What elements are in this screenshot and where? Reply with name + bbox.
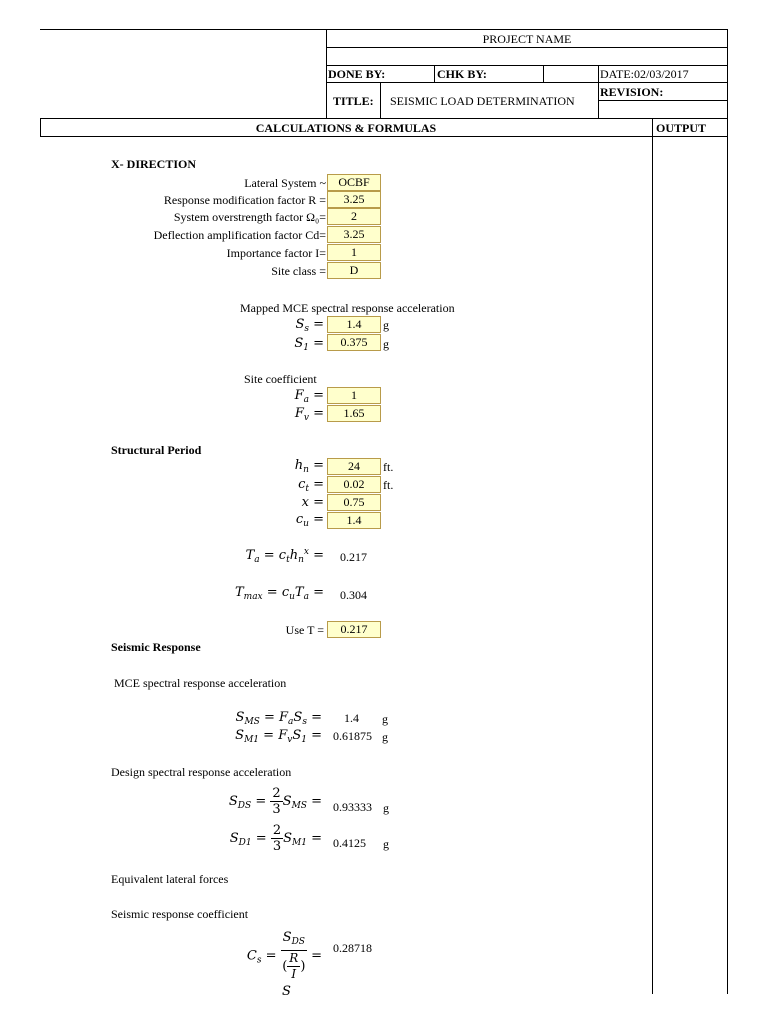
sds-formula: $S_{DS}$ = $\frac{2}{3}$ $S_{MS}$ =: [228, 786, 322, 817]
date-label: DATE:02/03/2017: [600, 67, 689, 81]
fa-label: $F_a$ =: [294, 388, 324, 405]
chk-by-label: CHK BY:: [437, 67, 487, 81]
sd1-value: 0.4125: [333, 836, 366, 850]
header-vline-date: [598, 65, 599, 118]
ta-formula: $T_a = c_th_n^x$ =: [245, 547, 324, 565]
sm1-unit: g: [382, 730, 388, 744]
calculations-header: CALCULATIONS & FORMULAS: [255, 121, 437, 135]
response-modification-label: Response modification factor R =: [163, 193, 326, 207]
equivalent-lateral-heading: Equivalent lateral forces: [111, 872, 229, 886]
site-class-value[interactable]: D: [327, 262, 381, 279]
hn-value[interactable]: 24: [327, 458, 381, 475]
mapped-mce-heading: Mapped MCE spectral response acceleration: [240, 301, 455, 315]
x-direction-heading: X- DIRECTION: [111, 157, 197, 171]
design-spectral-heading: Design spectral response acceleration: [111, 765, 292, 779]
sm1-formula: $S_{M1} = F_vS_1$ =: [235, 728, 322, 745]
ss-unit: g: [383, 318, 389, 332]
seismic-response-heading: Seismic Response: [111, 640, 201, 654]
done-by-label: DONE BY:: [328, 67, 386, 81]
s1-value[interactable]: 0.375: [327, 334, 381, 351]
output-header: OUTPUT: [656, 121, 707, 135]
revision-label: REVISION:: [600, 85, 664, 99]
hn-label: $h_n$ =: [294, 458, 324, 475]
overstrength-label: System overstrength factor Ω₀=: [173, 210, 326, 224]
cu-label: $c_u$ =: [295, 512, 324, 529]
deflection-amplification-value[interactable]: 3.25: [327, 226, 381, 243]
x-value[interactable]: 0.75: [327, 494, 381, 511]
sms-value: 1.4: [344, 711, 359, 725]
cs-formula: $C_s$ = $S_{DS}$ ( $\frac{R}{I}$ ) =: [246, 930, 322, 981]
response-modification-value[interactable]: 3.25: [327, 191, 381, 208]
header-line-3: [326, 82, 728, 83]
s1-unit: g: [383, 337, 389, 351]
header-vline-chkby: [543, 65, 544, 82]
title-value: SEISMIC LOAD DETERMINATION: [390, 94, 575, 108]
mce-spectral-heading: MCE spectral response acceleration: [114, 676, 287, 690]
cs-next-formula-fragment: S: [282, 984, 291, 999]
sds-unit: g: [383, 801, 389, 815]
overstrength-value[interactable]: 2: [327, 208, 381, 225]
output-divider: [652, 118, 653, 994]
hn-unit: ft.: [383, 460, 394, 474]
s1-label: $S_1$ =: [294, 336, 324, 353]
fv-value[interactable]: 1.65: [327, 405, 381, 422]
ta-value: 0.217: [340, 550, 367, 564]
lateral-system-value[interactable]: OCBF: [327, 174, 381, 191]
calc-top-line: [40, 118, 728, 119]
ct-label: $c_t$ =: [298, 477, 324, 494]
sms-formula: $S_{MS} = F_aS_s$ =: [235, 710, 322, 727]
importance-factor-label: Importance factor I=: [226, 246, 326, 260]
header-line-1: [326, 47, 728, 48]
deflection-amplification-label: Deflection amplification factor Cd=: [153, 228, 326, 242]
header-line-4: [598, 100, 728, 101]
cu-value[interactable]: 1.4: [327, 512, 381, 529]
ct-unit: ft.: [383, 478, 394, 492]
header-vline-title: [380, 82, 381, 118]
site-class-label: Site class =: [271, 264, 326, 278]
x-label: x =: [301, 495, 324, 510]
seismic-coefficient-heading: Seismic response coefficient: [111, 907, 249, 921]
site-coefficient-heading: Site coefficient: [244, 372, 317, 386]
project-name: PROJECT NAME: [482, 32, 572, 46]
use-t-label: Use T =: [285, 623, 324, 637]
header-line-2: [326, 65, 728, 66]
header-vline-doneby: [434, 65, 435, 82]
structural-period-heading: Structural Period: [111, 443, 202, 457]
ct-value[interactable]: 0.02: [327, 476, 381, 493]
importance-factor-value[interactable]: 1: [327, 244, 381, 261]
fa-value[interactable]: 1: [327, 387, 381, 404]
sm1-value: 0.61875: [333, 729, 372, 743]
sd1-formula: $S_{D1}$ = $\frac{2}{3}$ $S_{M1}$ =: [229, 823, 322, 854]
tmax-formula: $T_{max} = c_uT_a$ =: [234, 585, 324, 602]
page-right-border: [727, 118, 728, 994]
ss-value[interactable]: 1.4: [327, 316, 381, 333]
cs-value: 0.28718: [333, 941, 372, 955]
sd1-unit: g: [383, 837, 389, 851]
calc-bottom-line: [40, 136, 728, 137]
lateral-system-label: Lateral System ~: [244, 176, 326, 190]
use-t-value[interactable]: 0.217: [327, 621, 381, 638]
sds-value: 0.93333: [333, 800, 372, 814]
ss-label: $S_s$ =: [295, 317, 324, 334]
fv-label: $F_v$ =: [294, 406, 324, 423]
header-top-line: [40, 29, 728, 30]
sms-unit: g: [382, 712, 388, 726]
title-label: TITLE:: [333, 94, 374, 108]
tmax-value: 0.304: [340, 588, 367, 602]
